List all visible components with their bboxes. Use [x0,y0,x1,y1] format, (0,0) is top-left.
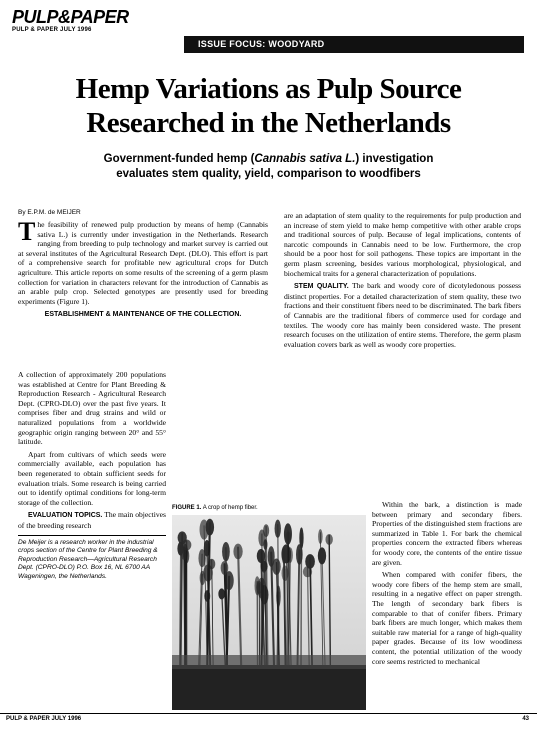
deck-line-2: evaluates stem quality, yield, comparison to woodfibers [116,168,421,180]
evaluation-text: The main objectives of the breeding research [18,510,166,530]
footer-publication: PULP & PAPER JULY 1996 [6,716,82,722]
article-deck [60,152,477,182]
intro-paragraph [18,217,268,306]
paragraph-stem-quality [284,281,521,349]
intro-text: he feasibility of renewed pulp production by means of hemp (Cannabis sativa L.) is currently under investigation in the Netherlands. Research ranging from breeding to pulp technology and market survey is carried out at several institutes of the Agricultural Research Dept. (DLO). This effort is part of a comprehensive search for profitable new agricultural crops for Dutch agriculture. This article reports on some results of the screening of a germ plasm collection for variation in characters relevant for the introduction of Cannabis as an arable pulp crop. Selected genotypes are presently used for breeding experiments (Figure 1). [18,220,268,306]
column-1-top [18,217,268,323]
footer-page-number: 43 [522,716,529,722]
deck-text-a: Government-funded hemp ( [103,153,255,165]
column-1-bottom [18,370,166,581]
deck-text-b: ) investigation [355,153,434,165]
figure-1 [172,505,366,710]
drop-cap: T [18,217,36,246]
column-2 [284,211,521,352]
deck-species: Cannabis sativa L. [254,153,356,165]
article-headline [20,72,517,140]
paragraph-objectives: are an adaptation of stem quality to the requirements for pulp production and an increase of stem yield to make hemp competitive with other arable crops and traditional sources of pulp. Because of legal implications, contents of narcotic compounds in Cannabis need to be low. Furthermore, the crop should be a poor host for soil pathogens. These topics are important in the germ plasm screening, besides various morphological, physiological, and biochemical traits for a general characterization of populations. [284,211,521,278]
figure-caption [172,505,258,511]
stem-quality-text: The bark and woody core of dicotyledonous possess distinct properties. For a detailed characterization of stem quality, these two fractions and their constituent fibers need to be discriminated. The bark fibers of Cannabis are the traditional fibers of commerce used for cordage and textiles. The woody core has mainly been considered waste. The present research focuses on the utilization of entire stems. Therefore, the germ plasm evaluation covers bark as well as woody core properties. [284,281,522,349]
figure-label: FIGURE 1. [172,505,202,511]
paragraph-conifer: When compared with conifer fibers, the woody core fibers of the hemp stem are small, resulting in a negative effect on paper strength. The length of secondary bark fibers is comparable to that of conifer fibers. Primary bark fibers are much longer, which makes them suitable raw material for a range of high-quality paper grades. Because of its low woodiness content, the potential utilization of the woody core seems restricted to mechanical [372,570,522,666]
magazine-logo: PULP&PAPER [12,7,129,27]
paragraph-evaluation [18,510,166,530]
headline-line-2: Researched in the Netherlands [86,107,451,139]
paragraph-collection: A collection of approximately 200 populations was established at Centre for Plant Breeding & Reproduction Research - Agricultural Research Dept. (CPRO-DLO) over the past five years. It comprises fiber and drug strains and wild or naturalized populations from a worldwide geographic origin ranging between 20° and 55° latitude. [18,370,166,447]
hemp-crop-photo [172,515,366,710]
section-head-stem-quality: STEM QUALITY. [294,283,349,291]
section-head-collection: ESTABLISHMENT & MAINTENANCE OF THE COLLECTION. [44,311,242,319]
masthead [12,8,129,33]
section-head-evaluation: EVALUATION TOPICS. [28,512,103,520]
column-3 [372,500,522,669]
author-bio: De Meijer is a research worker in the industrial crops section of the Centre for Plant Breeding & Reproduction Research—Agricultural Research Dept. (CPRO-DLO) P.O. Box 16, NL 6700 AA Wageningen, the Netherlands. [18,535,166,582]
paragraph-bark: Within the bark, a distinction is made between primary and secondary fibers. Properties of the distinguished stem fractions are summarized in Table 1. For bark the chemical properties concern the extracted fibers whereas for woody core, the contents of the entire tissue are given. [372,500,522,567]
footer-rule [0,713,537,714]
paragraph-regeneration: Apart from cultivars of which seeds were commercially available, each population has been regenerated to obtain sufficient seeds for evaluation trials. Some research is being carried out to identify optimal conditions for long-term storage of the collection. [18,449,166,507]
headline-line-1: Hemp Variations as Pulp Source [75,73,462,105]
figure-caption-text: A crop of hemp fiber. [202,505,258,511]
issue-focus-banner: ISSUE FOCUS: WOODYARD [184,36,524,53]
byline: By E.P.M. de MEIJER [18,209,81,216]
issue-line: PULP & PAPER JULY 1996 [12,27,92,33]
